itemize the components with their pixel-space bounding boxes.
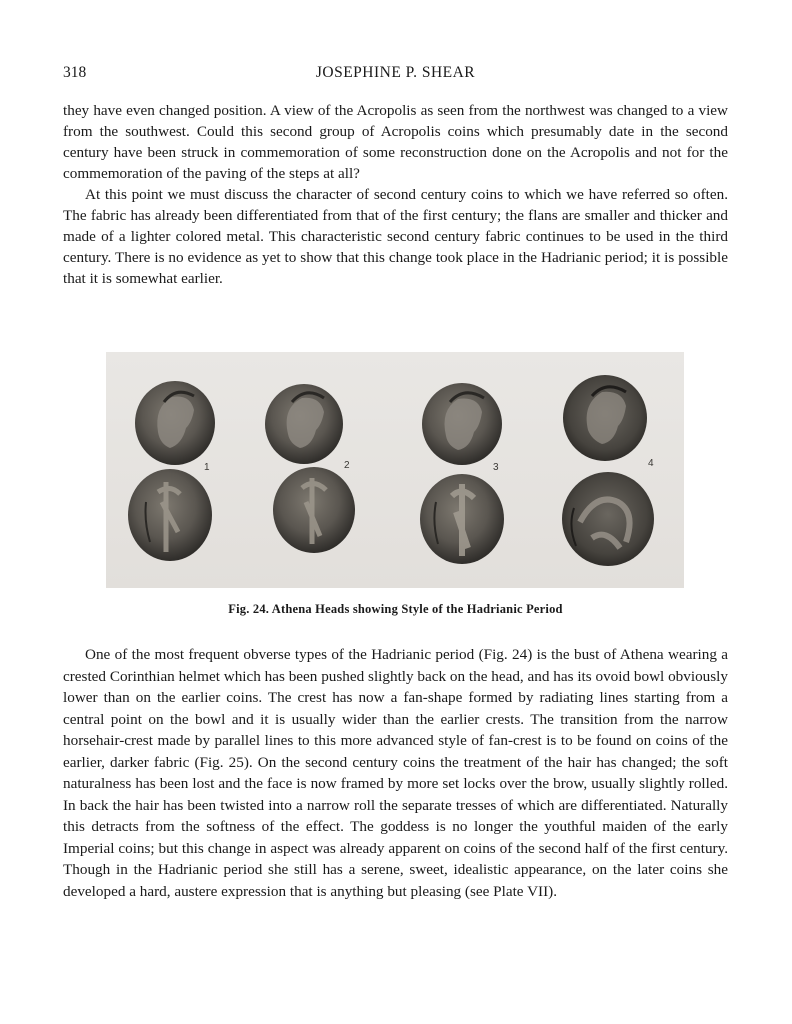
coin-plate	[106, 352, 684, 588]
coin-4-reverse	[562, 472, 654, 566]
paragraph: they have even changed position. A view of the Acropolis as seen from the northwest was changed to a view from the southwest. Could this second group of Acropolis coins which presumably date in the second century have been struck in commemoration of some reconstruction done on the Acropolis and not for the commemoration of the paving of the steps at all?	[63, 102, 728, 182]
coin-label-1: 1	[204, 462, 210, 473]
coin-1-obverse	[135, 381, 215, 465]
running-title: JOSEPHINE P. SHEAR	[315, 64, 476, 81]
coin-2-reverse	[273, 467, 355, 553]
paragraph: One of the most frequent obverse types of the Hadrianic period (Fig. 24) is the bust of Athena wearing a crested Corinthian helmet which has been pushed slightly back on the head, and has its ovoid bowl obviously lower than on the earlier coins. The crest has now a fan-shape formed by radiating lines starting from a central point on the bowl and it is usually wider than the earlier crests. The transition from the narrow horsehair-crest made by parallel lines to this more advanced style of fan-crest is to be found on coins of the earlier, darker fabric (Fig. 25). On the second century coins the treatment of the hair has changed; the soft naturalness has been lost and the face is now framed by more set locks over the brow, usually slightly rolled. In back the hair has been twisted into a narrow roll the separate tresses of which are differentiated. Naturally this detracts from the softness of the effect. The goddess is no longer the youthful maiden of the early Imperial coins; but this change in aspect was already apparent on coins of the second half of the first century. Though in the Hadrianic period she still has a serene, sweet, idealistic appearance, on the later coins she developed a hard, austere expression that is anything but pleasing (see Plate VII).	[63, 646, 728, 900]
coin-1-reverse	[128, 469, 212, 561]
coin-3-obverse	[422, 383, 502, 465]
running-head	[63, 64, 728, 86]
paragraph: At this point we must discuss the character of second century coins to which we have referred so often. The fabric has already been differentiated from that of the first century; the flans are smaller and thicker and made of a lighter colored metal. This characteristic second century fabric continues to be used in the third century. There is no evidence as yet to show that this change took place in the Hadrianic period; it is possible that it is somewhat earlier.	[63, 186, 728, 287]
coin-3-reverse	[420, 474, 504, 564]
coin-label-2: 2	[344, 460, 350, 471]
coin-plate-figure	[106, 352, 684, 588]
figure-caption: Fig. 24. Athena Heads showing Style of the Hadrianic Period	[228, 602, 563, 616]
body-text-top	[63, 100, 728, 289]
page-number: 318	[63, 64, 87, 81]
coin-2-obverse	[265, 384, 343, 464]
coin-label-4: 4	[648, 458, 654, 469]
coin-4-obverse	[563, 375, 647, 461]
body-text-bottom	[63, 644, 728, 902]
coin-label-3: 3	[493, 462, 499, 473]
